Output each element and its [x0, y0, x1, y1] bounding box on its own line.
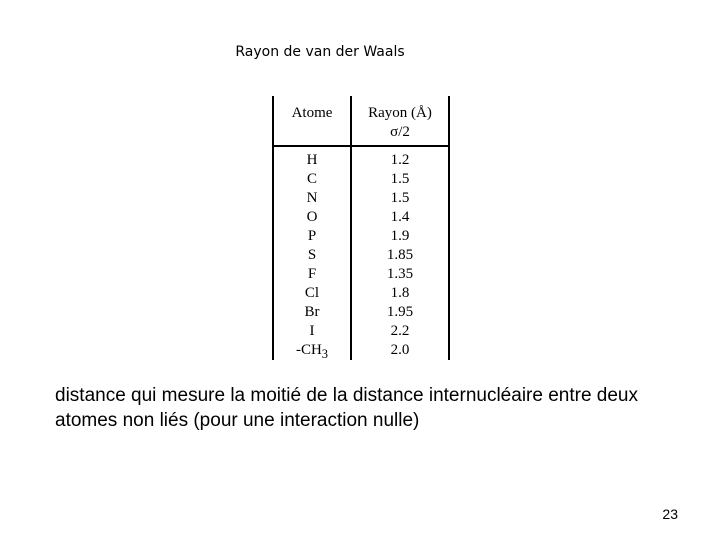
radius-cell: 2.0: [390, 342, 410, 358]
page-number: 23: [662, 506, 678, 522]
methyl-label: -CH: [295, 342, 322, 358]
radius-cell: 1.8: [390, 285, 410, 301]
header-radius-sigma: σ/2: [390, 124, 410, 140]
atom-cell: P: [307, 228, 317, 244]
radius-cell: 1.4: [390, 209, 410, 225]
header-radius: [352, 104, 448, 142]
radius-cell: 1.9: [390, 228, 410, 244]
table-right-border: [448, 96, 450, 360]
atom-cell: S: [307, 247, 317, 263]
atom-cell: H: [306, 152, 318, 168]
atom-cell: F: [307, 266, 317, 282]
radius-cell: 1.95: [386, 304, 414, 320]
radius-column: [352, 151, 448, 360]
atom-cell: Cl: [304, 285, 320, 301]
atom-cell: C: [306, 171, 317, 187]
atom-cell: O: [306, 209, 318, 225]
atom-column: [274, 151, 350, 360]
definition-caption: distance qui mesure la moitié de la distance internucléaire entre deux atomes non liés (pour une interaction nulle): [55, 385, 638, 431]
atom-cell-methyl: [274, 341, 350, 360]
radius-cell: 1.85: [386, 247, 414, 263]
atom-cell: Br: [304, 304, 320, 320]
radius-cell: 1.35: [386, 266, 414, 282]
atom-cell: I: [309, 323, 315, 339]
radius-cell: 1.5: [390, 171, 410, 187]
radius-cell: 1.2: [390, 152, 410, 168]
atom-cell: N: [306, 190, 318, 206]
header-atom: Atome: [291, 105, 333, 121]
radius-cell: 2.2: [390, 323, 410, 339]
header-radius-unit: Rayon (Å): [368, 105, 432, 121]
slide-title: Rayon de van der Waals: [235, 44, 405, 60]
radius-cell: 1.5: [390, 190, 410, 206]
vdw-radius-table: [272, 96, 450, 360]
methyl-subscript: 3: [321, 347, 329, 361]
table-header-divider: [272, 145, 450, 147]
